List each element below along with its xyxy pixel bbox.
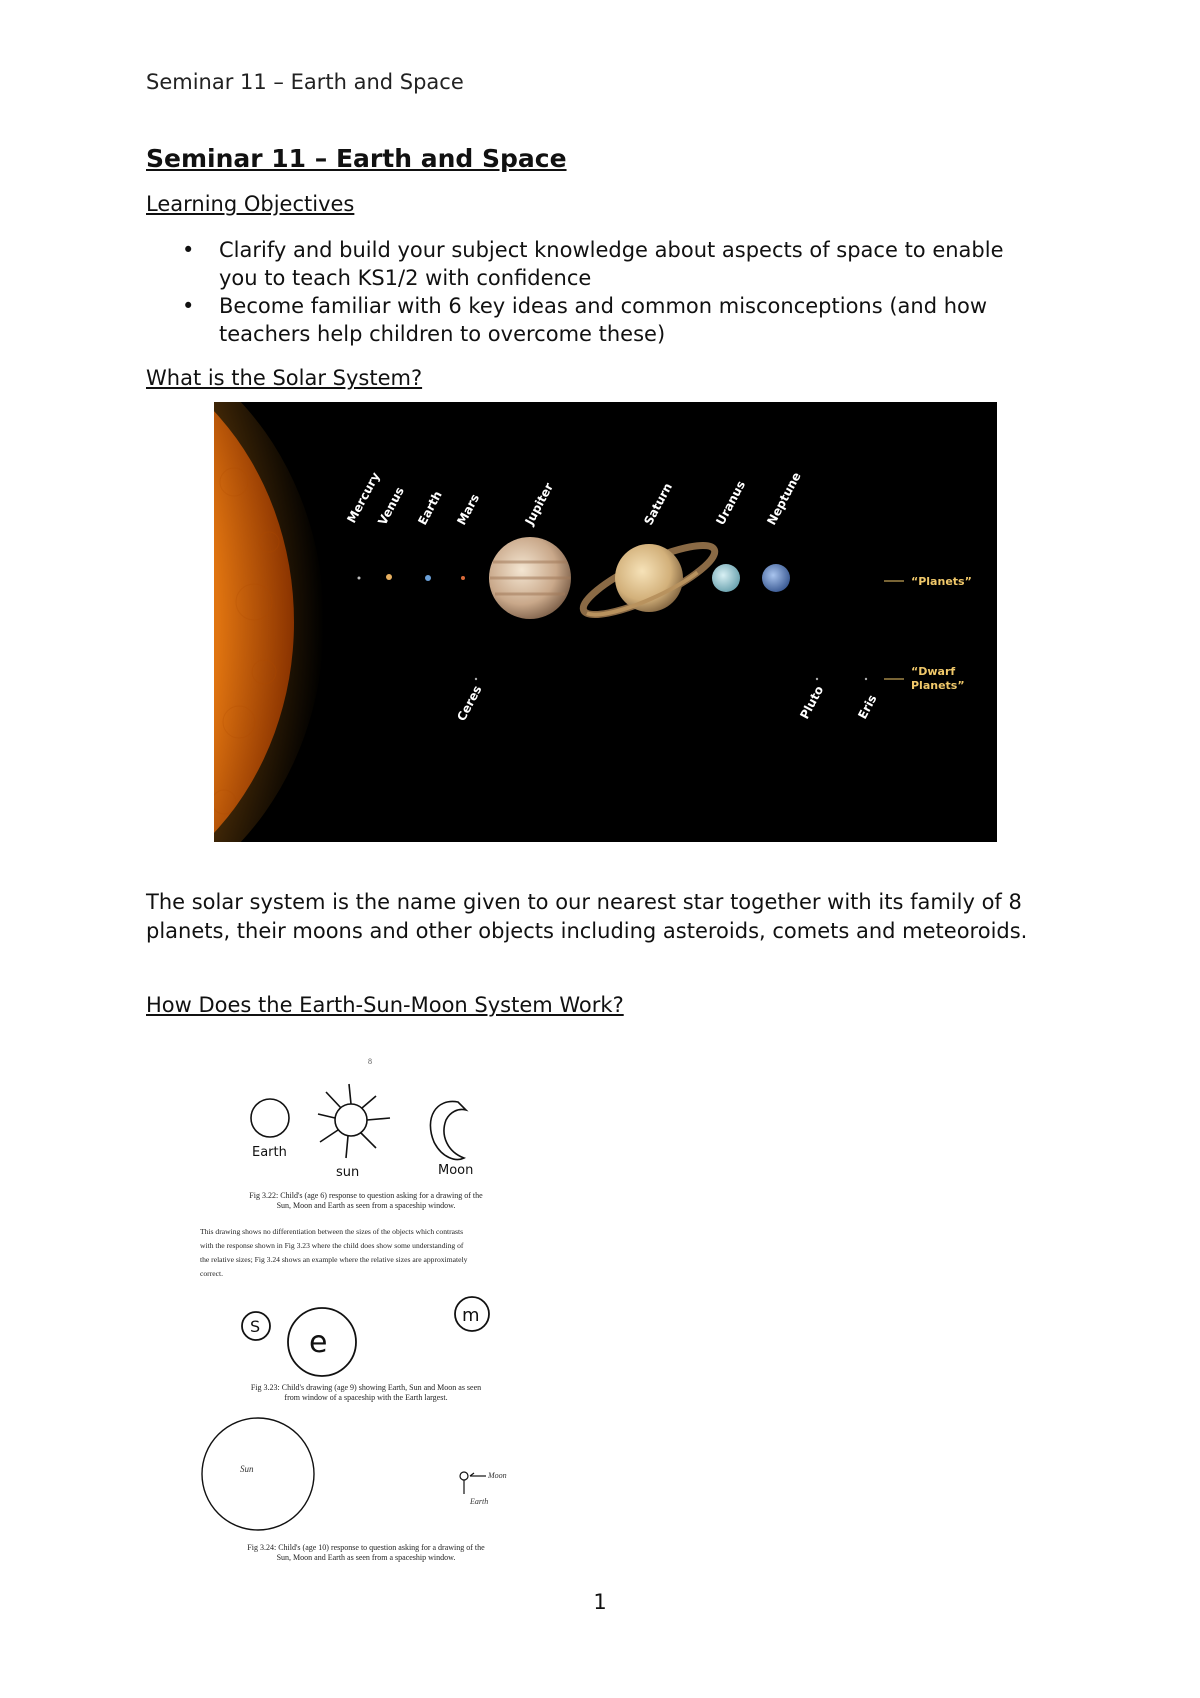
solar-system-heading: What is the Solar System? [146, 366, 423, 390]
venus-label: Venus [375, 484, 407, 528]
mercury-planet [358, 577, 361, 580]
uranus-planet [712, 564, 740, 592]
objective-item [146, 236, 1086, 292]
objective-line: teachers help children to overcome these) [219, 322, 666, 346]
objective-item [146, 292, 1086, 348]
earth-planet [425, 575, 431, 581]
drawing1-sun-circle [335, 1104, 367, 1136]
drawing1-earth-label: Earth [252, 1145, 287, 1160]
childrens-drawings-scan [196, 1050, 536, 1570]
fig2-caption: Fig 3.23: Child's drawing (age 9) showing Earth, Sun and Moon as seen [250, 1383, 482, 1392]
solar-system-graphic [214, 402, 997, 842]
drawing1-sun-rays [318, 1084, 390, 1158]
mercury-label: Mercury [344, 469, 383, 526]
objective-line: Clarify and build your subject knowledge about aspects of space to enable [219, 238, 1004, 262]
drawing2-earth-letter: e [309, 1325, 328, 1360]
dwarf-key-line1: “Dwarf [911, 665, 956, 678]
scan-body-line: with the response shown in Fig 3.23 where the child does show some understanding of [200, 1241, 464, 1250]
drawing2-moon-letter: m [462, 1305, 480, 1326]
pluto-dot [816, 678, 818, 680]
fig1-caption: Sun, Moon and Earth as seen from a spaceship window. [276, 1201, 456, 1210]
planets-key: “Planets” [911, 575, 972, 588]
neptune-planet [762, 564, 790, 592]
scan-body-line: the relative sizes; Fig 3.24 shows an example where the relative sizes are approximately [200, 1255, 468, 1264]
ceres-label: Ceres [454, 683, 485, 724]
earth-sun-moon-heading: How Does the Earth-Sun-Moon System Work? [146, 993, 624, 1017]
dwarf-key-line2: Planets” [911, 679, 965, 692]
fig1-caption: Fig 3.22: Child's (age 6) response to question asking for a drawing of the [249, 1191, 483, 1200]
bullet-icon: • [182, 238, 195, 262]
mars-planet [461, 576, 465, 580]
venus-planet [386, 574, 392, 580]
jupiter-label: Jupiter [522, 480, 557, 528]
drawing3-earth-label: Earth [470, 1497, 489, 1506]
fig3-caption: Sun, Moon and Earth as seen from a spaceship window. [276, 1553, 456, 1562]
page-number: 1 [593, 1590, 607, 1614]
eris-dot [865, 678, 867, 680]
saturn-label: Saturn [641, 480, 676, 528]
drawing1-sun-label: sun [336, 1165, 360, 1180]
uranus-label: Uranus [713, 478, 749, 528]
bullet-icon: • [182, 294, 195, 318]
drawing3-sun-circle [202, 1418, 314, 1530]
scan-body-line: This drawing shows no differentiation between the sizes of the objects which contrasts [200, 1227, 464, 1236]
objectives-heading: Learning Objectives [146, 192, 355, 216]
drawing1-moon-label: Moon [438, 1163, 474, 1178]
earth-label: Earth [415, 488, 445, 528]
scan-body-line: correct. [200, 1269, 223, 1278]
page-title: Seminar 11 – Earth and Space [146, 144, 567, 173]
drawing3-sun-label: Sun [240, 1464, 254, 1474]
eris-label: Eris [855, 692, 880, 722]
drawing3-earth-moon [460, 1472, 486, 1494]
drawing3-moon-label: Moon [488, 1471, 507, 1480]
ceres-dot [475, 678, 477, 680]
neptune-label: Neptune [764, 469, 804, 528]
objective-line: Become familiar with 6 key ideas and common misconceptions (and how [219, 294, 988, 318]
objectives-list [146, 236, 1086, 348]
drawing2-sun-letter: S [250, 1317, 261, 1336]
objective-line: you to teach KS1/2 with confidence [219, 266, 592, 290]
drawing1-earth-circle [251, 1099, 289, 1137]
drawing3-earth-dot [460, 1472, 468, 1480]
solar-system-image [214, 402, 997, 842]
fig3-caption: Fig 3.24: Child's (age 10) response to question asking for a drawing of the [247, 1543, 485, 1552]
mars-label: Mars [454, 491, 483, 528]
fig2-caption: from window of a spaceship with the Earth largest. [284, 1393, 448, 1402]
solar-system-paragraph: The solar system is the name given to our nearest star together with its family of 8 planets, their moons and other objects including asteroids, comets and meteoroids. [146, 890, 1028, 943]
drawing1-moon-crescent [430, 1101, 466, 1159]
scan-top-mark: 8 [368, 1057, 372, 1066]
running-header: Seminar 11 – Earth and Space [146, 70, 464, 94]
drawing2 [242, 1297, 489, 1376]
pluto-label: Pluto [797, 683, 827, 722]
